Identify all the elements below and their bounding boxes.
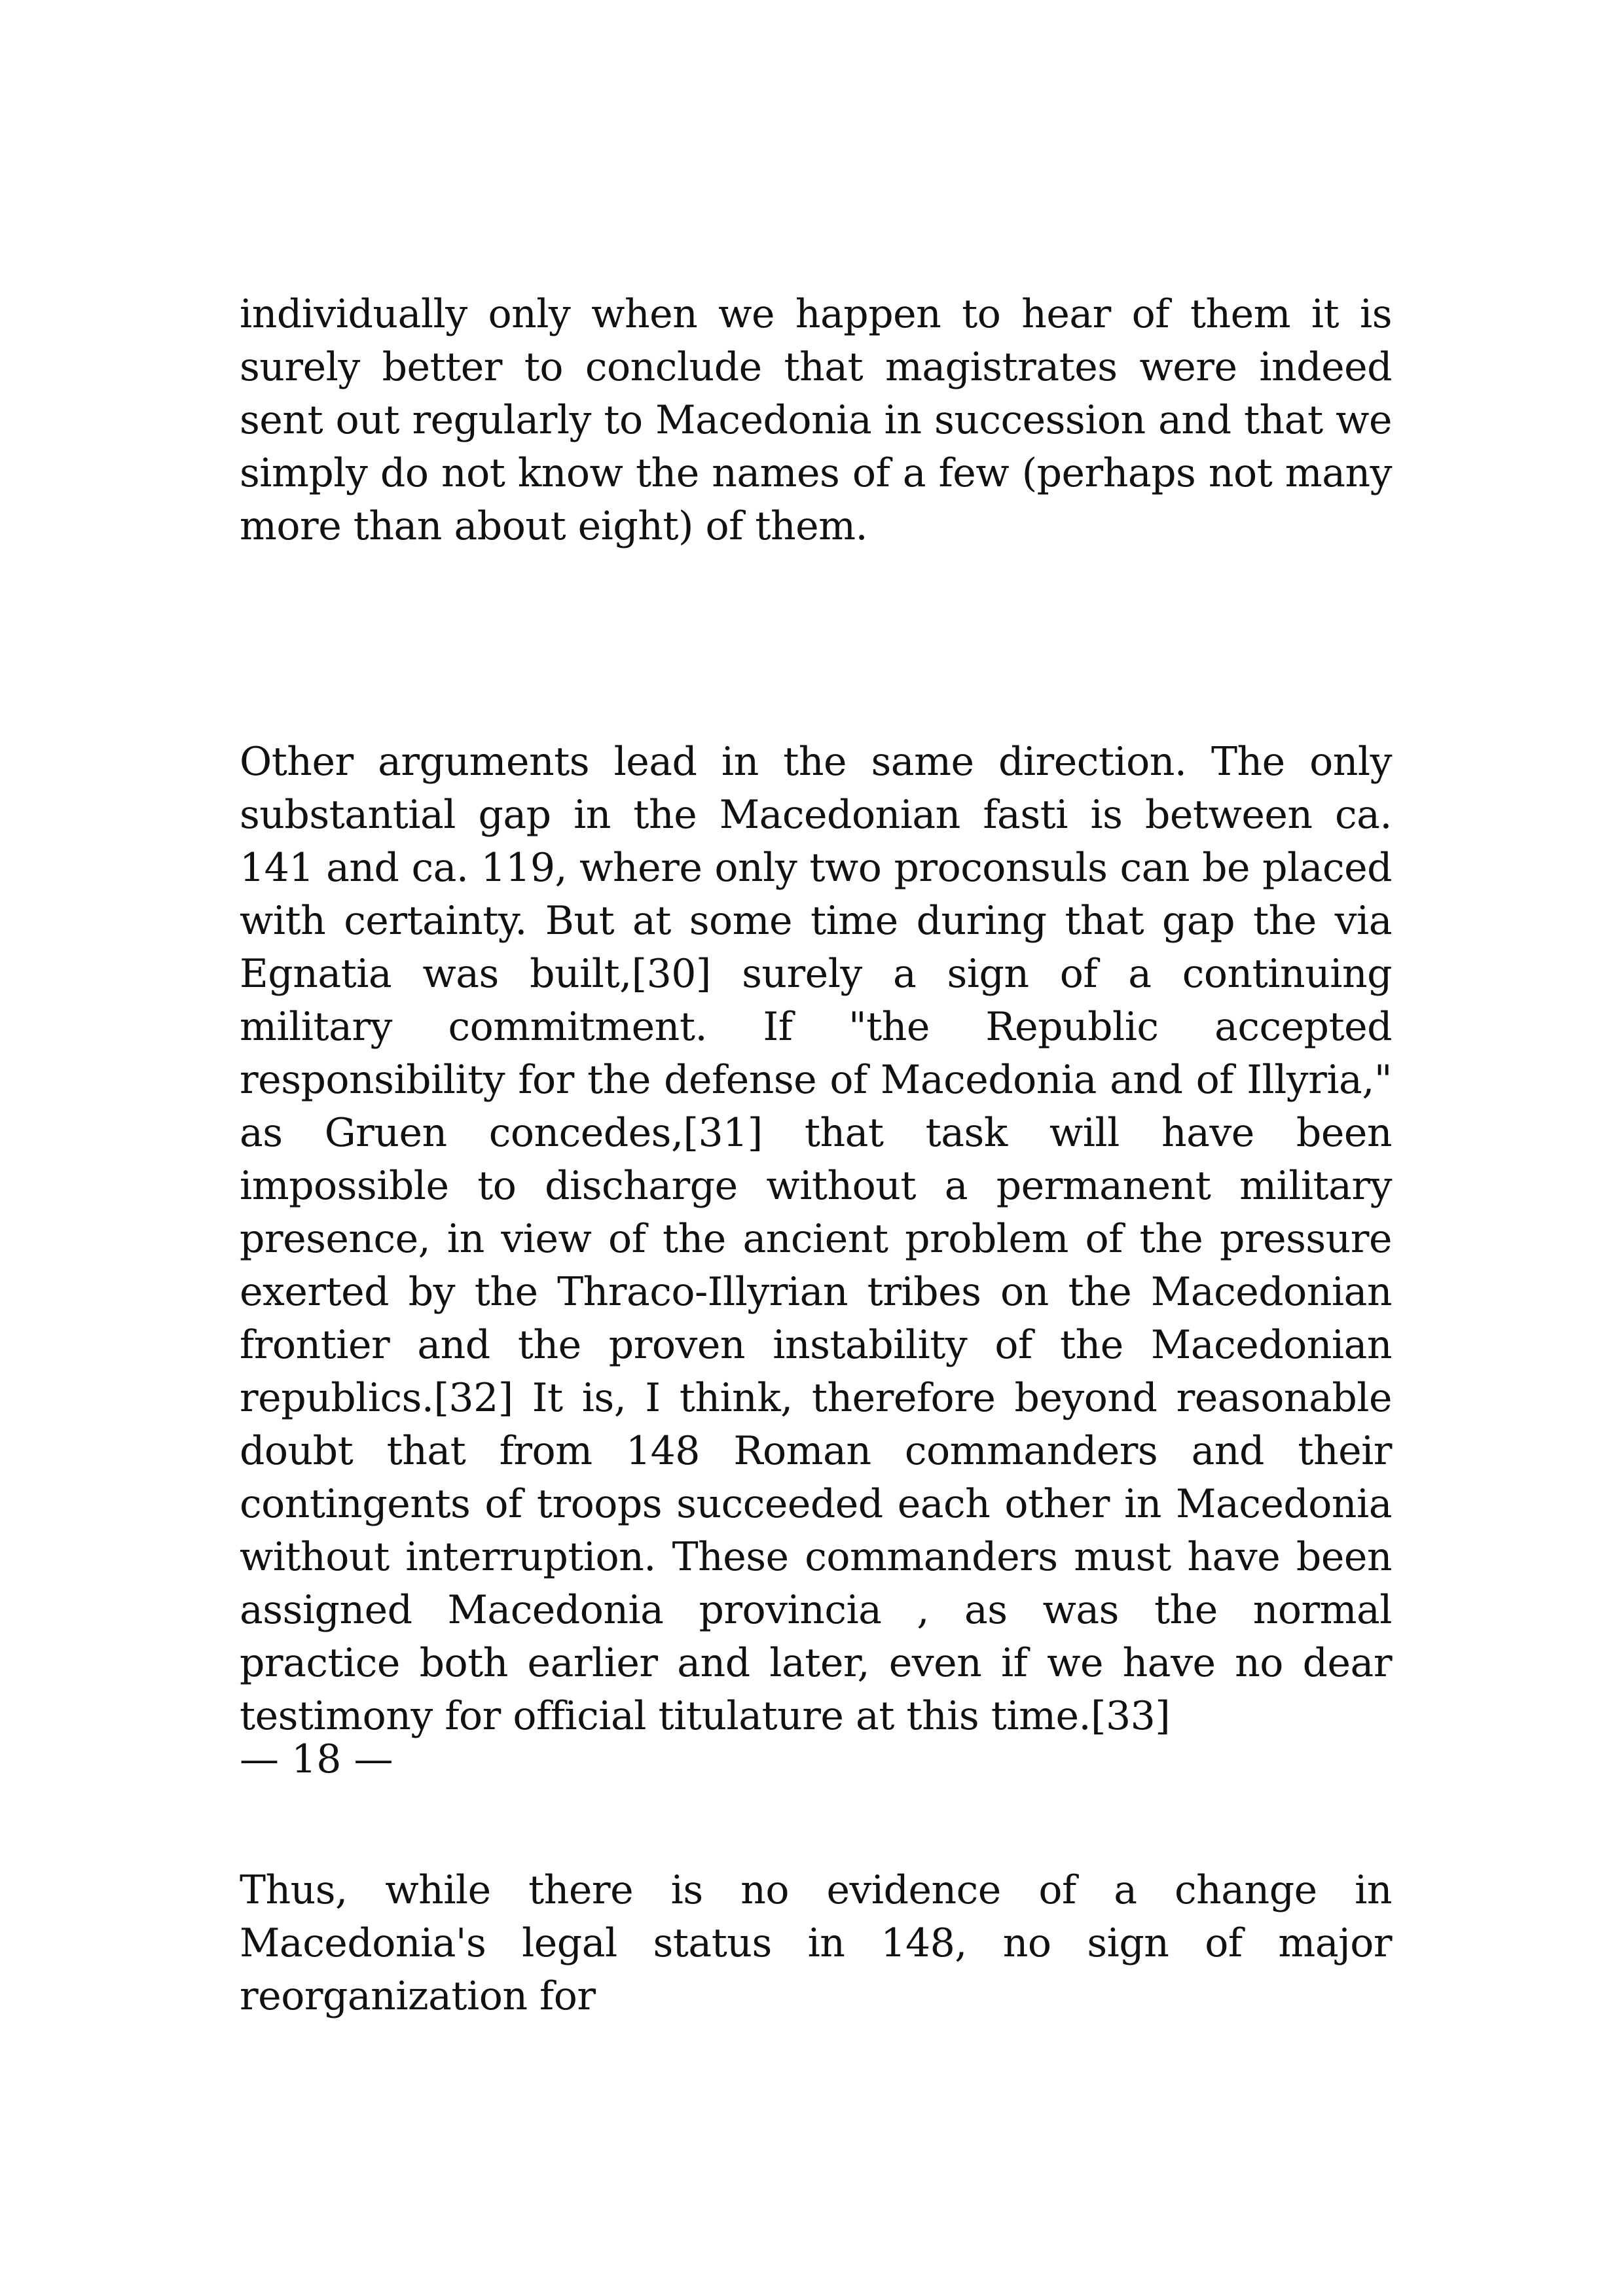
body-paragraph-3: Thus, while there is no evidence of a change in Macedonia's legal status in 148, no sign of major reorganization for: [240, 1867, 1392, 2019]
body-paragraph-2: Other arguments lead in the same direction. The only substantial gap in the Macedonian fasti is between ca. 141 and ca. 119, where only two proconsuls can be placed with certainty. But at some time during that gap the via Egnatia was built,[30] surely a sign of a continuing military commitment. If "the Republic accepted responsibility for the defense of Macedonia and of Illyria," as Gruen concedes,[31] that task will have been impossible to discharge without a permanent military presence, in view of the ancient problem of the pressure exerted by the Thraco-Illyrian tribes on the Macedonian frontier and the proven instability of the Macedonian republics.[32] It is, I think, therefore beyond reasonable doubt that from 148 Roman commanders and their contingents of troops succeeded each other in Macedonia without interruption. These commanders must have been assigned Macedonia provincia , as was the normal practice both earlier and later, even if we have no dear testimony for official titulature at this time.[33]: [240, 739, 1392, 1739]
body-paragraph-1: individually only when we happen to hear of them it is surely better to conclude that magistrates were indeed sent out regularly to Macedonia in succession and that we simply do not know the names of a few (perhaps not many more than about eight) of them.: [240, 291, 1392, 549]
page-number: — 18 —: [240, 1736, 393, 1782]
